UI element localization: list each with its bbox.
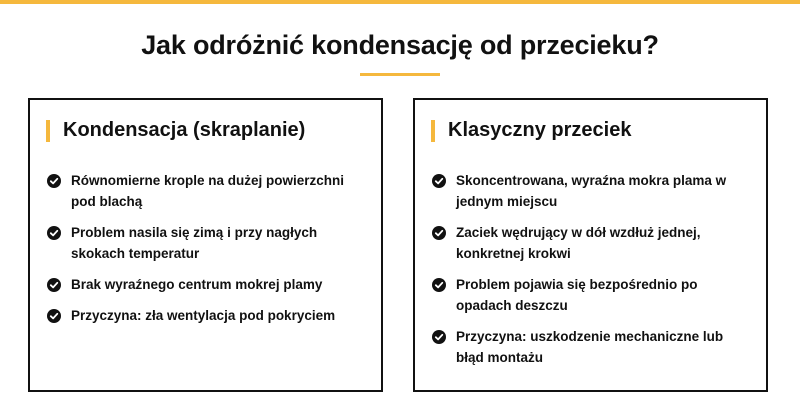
list-item	[47, 224, 362, 264]
card-header	[46, 119, 305, 142]
check-circle-icon	[432, 330, 446, 344]
list-item	[47, 172, 362, 212]
card-title: Kondensacja (skraplanie)	[63, 119, 306, 141]
list-item-text: Równomierne krople na dużej powierzchni pod blachą	[71, 173, 345, 209]
list-item-text: Problem pojawia się bezpośrednio po opadach deszczu	[456, 277, 698, 313]
list-item-text: Skoncentrowana, wyraźna mokra plama w jednym miejscu	[456, 173, 727, 209]
card-accent-bar	[431, 120, 435, 142]
card-condensation	[28, 98, 383, 392]
check-circle-icon	[47, 226, 61, 240]
card-list	[432, 172, 747, 380]
card-leak	[413, 98, 768, 392]
card-accent-bar	[46, 120, 50, 142]
check-circle-icon	[47, 309, 61, 323]
list-item	[47, 276, 362, 295]
list-item-text: Brak wyraźnego centrum mokrej plamy	[71, 277, 323, 292]
card-list	[47, 172, 362, 338]
list-item	[432, 172, 747, 212]
list-item	[47, 307, 362, 326]
list-item-text: Zaciek wędrujący w dół wzdłuż jednej, konkretnej krokwi	[456, 225, 701, 261]
list-item	[432, 328, 747, 368]
top-accent-bar	[0, 0, 800, 4]
list-item-text: Przyczyna: zła wentylacja pod pokryciem	[71, 308, 336, 323]
check-circle-icon	[47, 174, 61, 188]
card-header	[431, 119, 631, 142]
list-item-text: Problem nasila się zimą i przy nagłych skokach temperatur	[71, 225, 318, 261]
list-item	[432, 224, 747, 264]
check-circle-icon	[432, 174, 446, 188]
list-item	[432, 276, 747, 316]
list-item-text: Przyczyna: uszkodzenie mechaniczne lub błąd montażu	[456, 329, 724, 365]
check-circle-icon	[47, 278, 61, 292]
page-title: Jak odróżnić kondensację od przecieku?	[141, 30, 659, 60]
title-underline	[360, 73, 440, 76]
check-circle-icon	[432, 226, 446, 240]
check-circle-icon	[432, 278, 446, 292]
card-title: Klasyczny przeciek	[448, 119, 632, 141]
